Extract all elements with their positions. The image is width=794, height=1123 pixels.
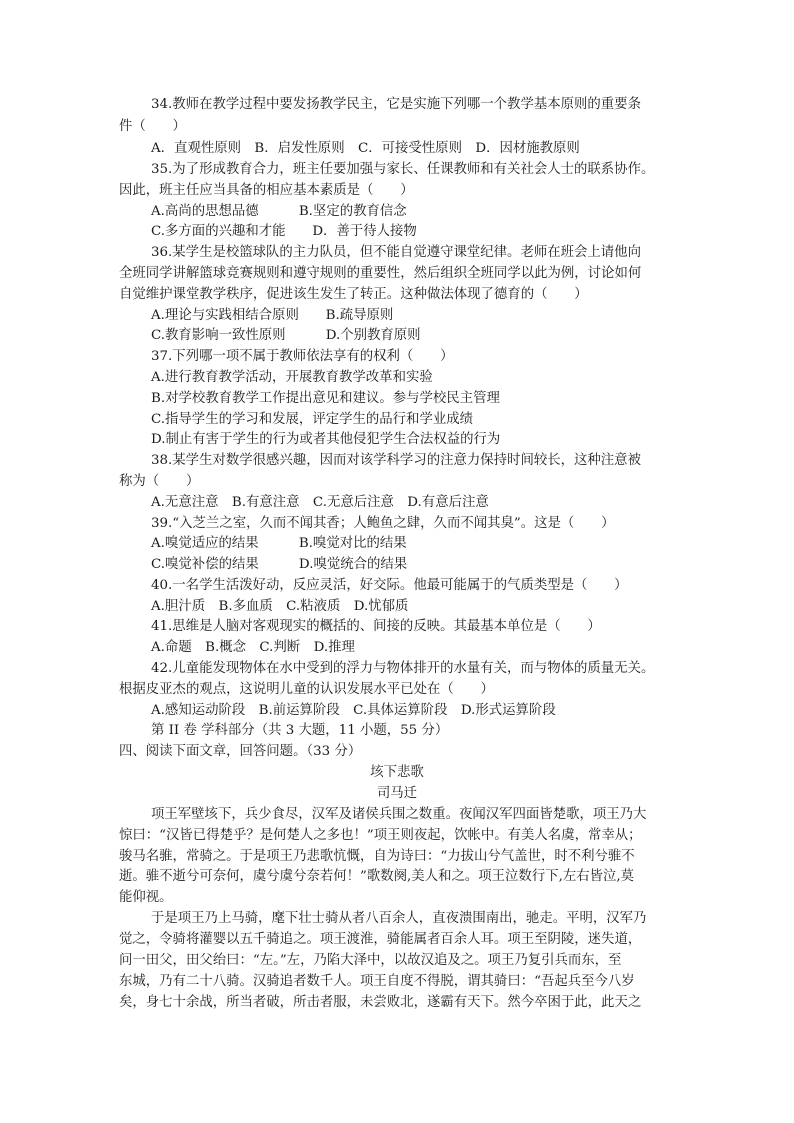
q36-options-row1: A.理论与实践相结合原则 B.疏导原则	[151, 308, 394, 323]
q37-option-c: C.指导学生的学习和发展，评定学生的品行和学业成绩	[151, 412, 474, 427]
q39-options-row2: C.嗅觉补偿的结果 D.嗅觉统合的结果	[151, 557, 408, 572]
q35-stem-line1: 35.为了形成教育合力，班主任要加强与家长、任课教师和有关社会人士的联系协作。	[151, 162, 655, 177]
q37-option-a: A.进行教育教学活动，开展教育教学改革和实验	[151, 370, 433, 385]
q34-stem-line1: 34.教师在教学过程中要发扬教学民主，它是实施下列哪一个教学基本原则的重要条	[151, 97, 641, 112]
article-p2-line5: 矣，身七十余战，所当者破，所击者服，未尝败北，遂霸有天下。然今卒困于此，此天之	[119, 995, 642, 1010]
q38-stem-line2: 称为（ ）	[119, 474, 200, 489]
q36-options-row2: C.教育影响一致性原则 D.个别教育原则	[151, 328, 421, 343]
q38-options: A.无意注意 B.有意注意 C.无意后注意 D.有意后注意	[151, 495, 489, 510]
q37-stem: 37.下列哪一项不属于教师依法享有的权利（ ）	[151, 349, 454, 364]
q39-stem: 39.“入芝兰之室，久而不闻其香；人鲍鱼之肆，久而不闻其臭”。这是（ ）	[151, 516, 615, 531]
q38-stem-line1: 38.某学生对数学很感兴趣，因而对该学科学习的注意力保持时间较长，这种注意被	[151, 453, 641, 468]
article-p1-line2: 惊曰：“汉皆已得楚乎？是何楚人之多也！”项王则夜起，饮帐中。有美人名虞，常幸从；	[119, 828, 642, 843]
q34-options: A．直观性原则 B．启发性原则 C．可接受性原则 D．因材施教原则	[151, 141, 580, 156]
q35-options-row2: C.多方面的兴趣和才能 D．善于待人接物	[151, 224, 417, 239]
q41-stem: 41.思维是人脑对客观现实的概括的、间接的反映。其最基本单位是（ ）	[151, 619, 601, 634]
article-p2-line2: 觉之，令骑将灌婴以五千骑追之。项王渡淮，骑能属者百余人耳。项王至阴陵，迷失道，	[119, 932, 642, 947]
article-p2-line3: 问一田父，田父绐曰：“左。”左，乃陷大泽中，以故汉追及之。项王乃复引兵而东，至	[119, 953, 622, 968]
q40-stem: 40.一名学生活泼好动，反应灵活，好交际。他最可能属于的气质类型是（ ）	[151, 578, 628, 593]
q39-options-row1: A.嗅觉适应的结果 B.嗅觉对比的结果	[151, 536, 407, 551]
article-p1-line5: 能仰视。	[119, 890, 173, 905]
q41-options: A.命题 B.概念 C.判断 D.推理	[151, 640, 355, 655]
article-author: 司马迁	[376, 786, 418, 801]
q40-options: A.胆汁质 B.多血质 C.粘液质 D.忧郁质	[151, 599, 409, 614]
article-p1-line3: 骏马名骓，常骑之。于是项王乃悲歌忼慨，自为诗曰：“力拔山兮气盖世，时不利兮骓不	[119, 849, 635, 864]
q34-stem-line2: 件（ ）	[119, 119, 186, 134]
q37-option-b: B.对学校教育教学工作提出意见和建议。参与学校民主管理	[151, 391, 500, 406]
article-p2-line4: 东城，乃有二十八骑。汉骑追者数千人。项王自度不得脱，谓其骑曰：“吾起兵至今八岁	[119, 974, 635, 989]
q36-stem-line2: 全班同学讲解篮球竞赛规则和遵守规则的重要性，然后组织全班同学以此为例，讨论如何	[119, 266, 642, 281]
q42-options: A.感知运动阶段 B.前运算阶段 C.具体运算阶段 D.形式运算阶段	[151, 703, 556, 718]
q36-stem-line3: 自觉维护课堂教学秩序，促进该生发生了转正。这种做法体现了德育的（ ）	[119, 287, 588, 302]
q35-options-row1: A.高尚的思想品德 B.坚定的教育信念	[151, 204, 407, 219]
q42-stem-line2: 根据皮亚杰的观点，这说明儿童的认识发展水平已处在（ ）	[119, 682, 494, 697]
part4-heading: 四、阅读下面文章，回答问题。（33 分）	[119, 744, 362, 759]
article-title: 垓下悲歌	[370, 765, 424, 780]
q35-stem-line2: 因此，班主任应当具备的相应基本素质是（ ）	[119, 183, 414, 198]
article-p2-line1: 于是项王乃上马骑，麾下壮士骑从者八百余人，直夜溃围南出，驰走。平明，汉军乃	[151, 911, 647, 926]
article-p1-line4: 逝。骓不逝兮可奈何，虞兮虞兮奈若何！”歌数阕,美人和之。项王泣数行下,左右皆泣,莫	[119, 869, 635, 884]
q42-stem-line1: 42.儿童能发现物体在水中受到的浮力与物体排开的水量有关，而与物体的质量无关。	[151, 661, 655, 676]
q36-stem-line1: 36.某学生是校篮球队的主力队员，但不能自觉遵守课堂纪律。老师在班会上请他向	[151, 245, 641, 260]
part2-heading: 第 II 卷 学科部分（共 3 大题，11 小题，55 分）	[151, 723, 449, 738]
article-p1-line1: 项王军壁垓下，兵少食尽，汉军及诸侯兵围之数重。夜闻汉军四面皆楚歌，项王乃大	[151, 807, 647, 822]
q37-option-d: D.制止有害于学生的行为或者其他侵犯学生合法权益的行为	[151, 432, 501, 447]
